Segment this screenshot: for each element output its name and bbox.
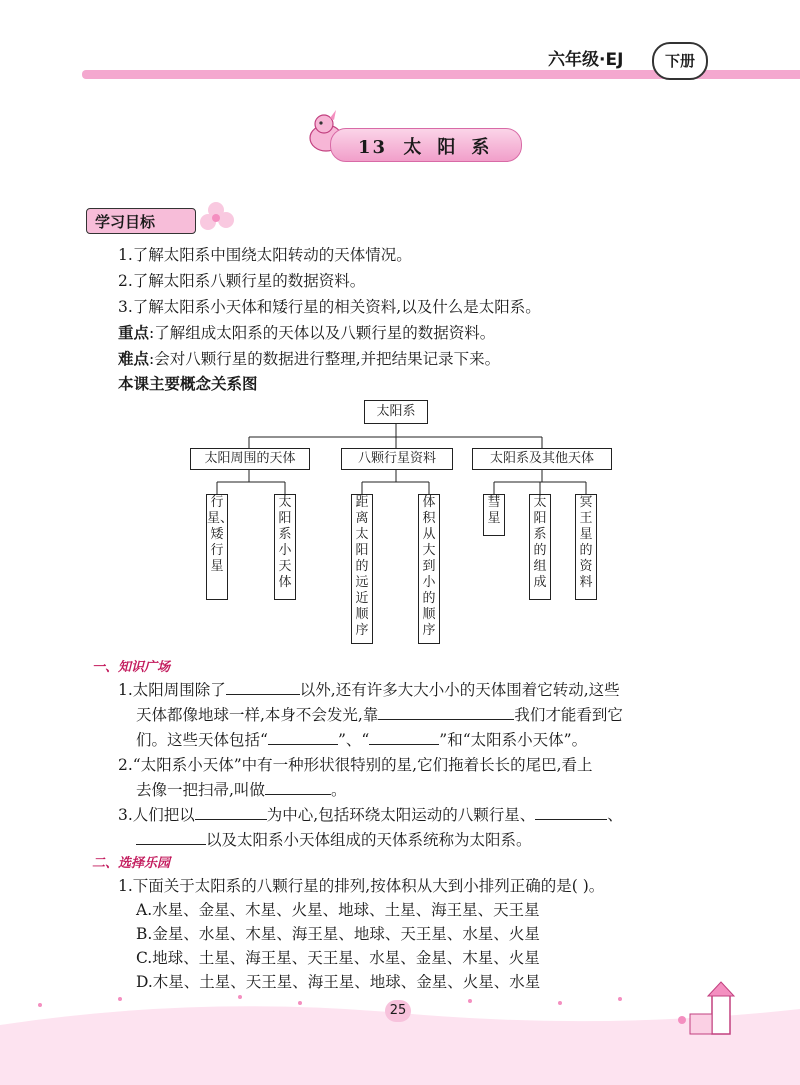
- map-leaf-volume-order: 体积从大到小的顺序: [418, 494, 440, 644]
- s1-q2-line1: 2.“太阳系小天体”中有一种形状很特别的星,它们拖着长长的尾巴,看上: [118, 756, 593, 774]
- s1-q1-line3: [136, 728, 587, 750]
- answer-blank[interactable]: [268, 730, 338, 745]
- map-branch-1: 太阳周围的天体: [190, 448, 310, 470]
- objectives-badge: 学习目标: [86, 208, 196, 234]
- answer-blank[interactable]: [226, 680, 300, 695]
- grade-label: 六年级·EJ: [548, 50, 624, 70]
- s1-q1-text-e: 们。这些天体包括“: [136, 731, 268, 749]
- objective-1: 1.了解太阳系中围绕太阳转动的天体情况。: [118, 246, 412, 264]
- s1-q1-text-g: ”和“太阳系小天体”。: [439, 731, 588, 749]
- s1-q2-text-c: 。: [330, 781, 347, 799]
- answer-blank[interactable]: [265, 780, 331, 795]
- map-leaf-planets-dwarf: 行星、矮行星: [206, 494, 228, 600]
- map-root: 太阳系: [364, 400, 428, 424]
- s1-q2-line2: [136, 778, 346, 800]
- s2-option-c[interactable]: C.地球、土星、海王星、天王星、水星、金星、木星、火星: [136, 949, 540, 967]
- objective-2: 2.了解太阳系八颗行星的数据资料。: [118, 272, 366, 290]
- objective-3: 3.了解太阳系小天体和矮行星的相关资料,以及什么是太阳系。: [118, 298, 541, 316]
- map-branch-2: 八颗行星资料: [341, 448, 453, 470]
- difficult-label: 难点: [118, 350, 150, 368]
- s2-q1: 1.下面关于太阳系的八颗行星的排列,按体积从大到小排列正确的是( )。: [118, 877, 605, 895]
- s1-q1-text-d: 我们才能看到它: [514, 706, 623, 724]
- map-branch-3: 太阳系及其他天体: [472, 448, 612, 470]
- answer-blank[interactable]: [535, 805, 607, 820]
- difficult-text: :会对八颗行星的数据进行整理,并把结果记录下来。: [149, 350, 501, 368]
- answer-blank[interactable]: [195, 805, 267, 820]
- section2-title: 二、选择乐园: [92, 856, 171, 871]
- lesson-name: 太阳系: [403, 137, 506, 158]
- lesson-number: 13: [358, 137, 388, 158]
- volume-badge: 下册: [652, 42, 708, 80]
- house-icon: [676, 980, 746, 1040]
- answer-blank[interactable]: [378, 705, 514, 720]
- s1-q1-line1: [118, 678, 620, 700]
- map-leaf-pluto: 冥王星的资料: [575, 494, 597, 600]
- answer-blank[interactable]: [136, 830, 206, 845]
- s1-q1-text-b: 以外,还有许多大大小小的天体围着它转动,这些: [299, 681, 620, 699]
- map-leaf-composition: 太阳系的组成: [529, 494, 551, 600]
- map-leaf-distance-order: 距离太阳的远近顺序: [351, 494, 373, 644]
- key-text: :了解组成太阳系的天体以及八颗行星的数据资料。: [149, 324, 496, 342]
- s1-q3-text-c: 、: [607, 806, 623, 824]
- map-leaf-small-bodies: 太阳系小天体: [274, 494, 296, 600]
- s2-option-a[interactable]: A.水星、金星、木星、火星、地球、土星、海王星、天王星: [136, 901, 540, 919]
- s2-option-d[interactable]: D.木星、土星、天王星、海王星、地球、金星、火星、水星: [136, 973, 541, 991]
- s1-q1-text-c: 天体都像地球一样,本身不会发光,靠: [136, 706, 379, 724]
- s1-q3-line2: [136, 828, 532, 850]
- s1-q3-text-b: 为中心,包括环绕太阳运动的八颗行星、: [266, 806, 536, 824]
- s1-q1-text-f: ”、“: [337, 731, 370, 749]
- s1-q1-text-a: 1.太阳周围除了: [118, 681, 226, 699]
- concept-map-title: 本课主要概念关系图: [118, 375, 258, 393]
- s1-q3-text-d: 以及太阳系小天体组成的天体系统称为太阳系。: [206, 831, 532, 849]
- s1-q3-text-a: 3.人们把以: [118, 806, 195, 824]
- page-number: 25: [385, 1000, 411, 1022]
- s1-q3-line1: [118, 803, 623, 825]
- key-label: 重点: [118, 324, 150, 342]
- s2-option-b[interactable]: B.金星、水星、木星、海王星、地球、天王星、水星、火星: [136, 925, 540, 943]
- s1-q2-text-b: 去像一把扫帚,叫做: [136, 781, 265, 799]
- s1-q1-line2: [136, 703, 623, 725]
- answer-blank[interactable]: [369, 730, 439, 745]
- map-leaf-comet: 彗星: [483, 494, 505, 536]
- section1-title: 一、知识广场: [92, 660, 171, 675]
